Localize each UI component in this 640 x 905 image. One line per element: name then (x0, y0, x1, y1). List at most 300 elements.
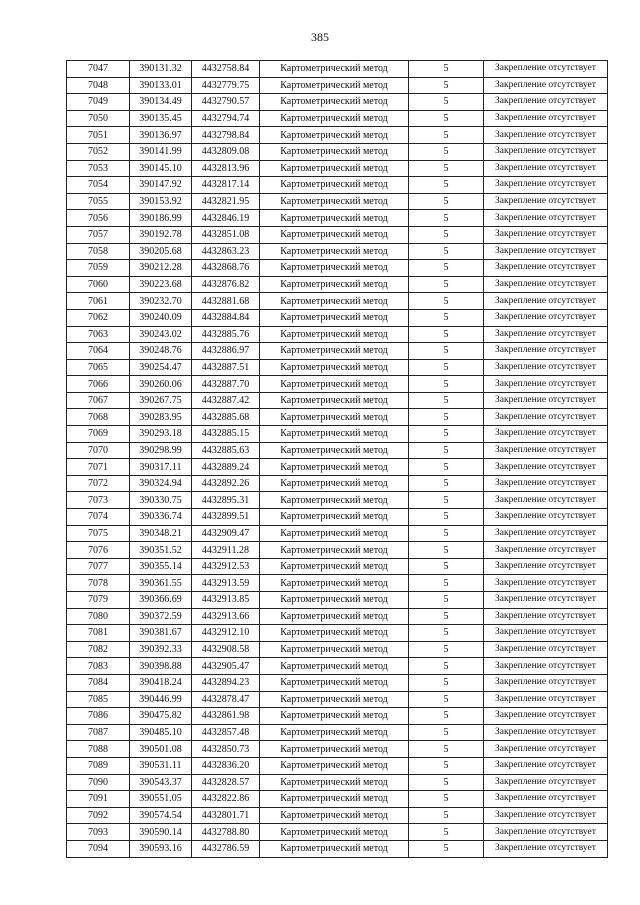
y-coordinate-cell: 4432801.71 (192, 807, 260, 824)
table-row (67, 757, 608, 774)
table-row (67, 359, 608, 376)
accuracy-cell: 5 (409, 492, 484, 509)
x-coordinate-cell: 390212.28 (130, 260, 192, 277)
y-coordinate-cell: 4432809.08 (192, 143, 260, 160)
point-number-cell: 7052 (67, 143, 130, 160)
point-number-cell: 7051 (67, 127, 130, 144)
x-coordinate-cell: 390351.52 (130, 542, 192, 559)
method-cell: Картометрический метод (260, 77, 409, 94)
method-cell: Картометрический метод (260, 127, 409, 144)
method-cell: Картометрический метод (260, 243, 409, 260)
method-cell: Картометрический метод (260, 442, 409, 459)
accuracy-cell: 5 (409, 558, 484, 575)
x-coordinate-cell: 390267.75 (130, 392, 192, 409)
table-row (67, 226, 608, 243)
accuracy-cell: 5 (409, 392, 484, 409)
point-number-cell: 7087 (67, 724, 130, 741)
fixing-cell: Закрепление отсутствует (484, 674, 608, 691)
accuracy-cell: 5 (409, 724, 484, 741)
table-row (67, 442, 608, 459)
table-row (67, 509, 608, 526)
method-cell: Картометрический метод (260, 641, 409, 658)
fixing-cell: Закрепление отсутствует (484, 442, 608, 459)
table-row (67, 608, 608, 625)
fixing-cell: Закрепление отсутствует (484, 708, 608, 725)
fixing-cell: Закрепление отсутствует (484, 840, 608, 857)
y-coordinate-cell: 4432908.58 (192, 641, 260, 658)
fixing-cell: Закрепление отсутствует (484, 824, 608, 841)
x-coordinate-cell: 390260.06 (130, 376, 192, 393)
fixing-cell: Закрепление отсутствует (484, 359, 608, 376)
method-cell: Картометрический метод (260, 160, 409, 177)
y-coordinate-cell: 4432887.42 (192, 392, 260, 409)
accuracy-cell: 5 (409, 575, 484, 592)
method-cell: Картометрический метод (260, 840, 409, 857)
point-number-cell: 7078 (67, 575, 130, 592)
x-coordinate-cell: 390485.10 (130, 724, 192, 741)
method-cell: Картометрический метод (260, 492, 409, 509)
point-number-cell: 7080 (67, 608, 130, 625)
x-coordinate-cell: 390283.95 (130, 409, 192, 426)
point-number-cell: 7047 (67, 61, 130, 78)
table-row (67, 110, 608, 127)
method-cell: Картометрический метод (260, 625, 409, 642)
accuracy-cell: 5 (409, 193, 484, 210)
method-cell: Картометрический метод (260, 774, 409, 791)
table-row (67, 459, 608, 476)
x-coordinate-cell: 390141.99 (130, 143, 192, 160)
accuracy-cell: 5 (409, 243, 484, 260)
accuracy-cell: 5 (409, 625, 484, 642)
accuracy-cell: 5 (409, 293, 484, 310)
accuracy-cell: 5 (409, 226, 484, 243)
x-coordinate-cell: 390590.14 (130, 824, 192, 841)
table-row (67, 326, 608, 343)
y-coordinate-cell: 4432912.53 (192, 558, 260, 575)
x-coordinate-cell: 390298.99 (130, 442, 192, 459)
method-cell: Картометрический метод (260, 741, 409, 758)
method-cell: Картометрический метод (260, 226, 409, 243)
accuracy-cell: 5 (409, 426, 484, 443)
method-cell: Картометрический метод (260, 525, 409, 542)
fixing-cell: Закрепление отсутствует (484, 426, 608, 443)
x-coordinate-cell: 390475.82 (130, 708, 192, 725)
table-row (67, 791, 608, 808)
point-number-cell: 7074 (67, 509, 130, 526)
table-row (67, 409, 608, 426)
table-row (67, 674, 608, 691)
fixing-cell: Закрепление отсутствует (484, 774, 608, 791)
accuracy-cell: 5 (409, 260, 484, 277)
method-cell: Картометрический метод (260, 807, 409, 824)
accuracy-cell: 5 (409, 608, 484, 625)
y-coordinate-cell: 4432899.51 (192, 509, 260, 526)
point-number-cell: 7073 (67, 492, 130, 509)
point-number-cell: 7066 (67, 376, 130, 393)
accuracy-cell: 5 (409, 542, 484, 559)
y-coordinate-cell: 4432887.70 (192, 376, 260, 393)
table-row (67, 708, 608, 725)
x-coordinate-cell: 390317.11 (130, 459, 192, 476)
accuracy-cell: 5 (409, 840, 484, 857)
y-coordinate-cell: 4432889.24 (192, 459, 260, 476)
table-row (67, 426, 608, 443)
point-number-cell: 7058 (67, 243, 130, 260)
x-coordinate-cell: 390366.69 (130, 592, 192, 609)
fixing-cell: Закрепление отсутствует (484, 558, 608, 575)
y-coordinate-cell: 4432905.47 (192, 658, 260, 675)
x-coordinate-cell: 390133.01 (130, 77, 192, 94)
table-row (67, 376, 608, 393)
point-number-cell: 7091 (67, 791, 130, 808)
method-cell: Картометрический метод (260, 509, 409, 526)
accuracy-cell: 5 (409, 326, 484, 343)
fixing-cell: Закрепление отсутствует (484, 625, 608, 642)
point-number-cell: 7077 (67, 558, 130, 575)
y-coordinate-cell: 4432885.15 (192, 426, 260, 443)
method-cell: Картометрический метод (260, 791, 409, 808)
fixing-cell: Закрепление отсутствует (484, 94, 608, 111)
method-cell: Картометрический метод (260, 592, 409, 609)
fixing-cell: Закрепление отсутствует (484, 343, 608, 360)
table-row (67, 77, 608, 94)
method-cell: Картометрический метод (260, 276, 409, 293)
fixing-cell: Закрепление отсутствует (484, 77, 608, 94)
x-coordinate-cell: 390348.21 (130, 525, 192, 542)
y-coordinate-cell: 4432861.98 (192, 708, 260, 725)
y-coordinate-cell: 4432836.20 (192, 757, 260, 774)
x-coordinate-cell: 390136.97 (130, 127, 192, 144)
method-cell: Картометрический метод (260, 309, 409, 326)
accuracy-cell: 5 (409, 343, 484, 360)
point-number-cell: 7057 (67, 226, 130, 243)
accuracy-cell: 5 (409, 309, 484, 326)
point-number-cell: 7059 (67, 260, 130, 277)
accuracy-cell: 5 (409, 160, 484, 177)
table-row (67, 625, 608, 642)
point-number-cell: 7069 (67, 426, 130, 443)
x-coordinate-cell: 390205.68 (130, 243, 192, 260)
method-cell: Картометрический метод (260, 674, 409, 691)
method-cell: Картометрический метод (260, 608, 409, 625)
y-coordinate-cell: 4432817.14 (192, 177, 260, 194)
accuracy-cell: 5 (409, 177, 484, 194)
table-row (67, 177, 608, 194)
point-number-cell: 7063 (67, 326, 130, 343)
table-row (67, 824, 608, 841)
x-coordinate-cell: 390336.74 (130, 509, 192, 526)
point-number-cell: 7048 (67, 77, 130, 94)
y-coordinate-cell: 4432884.84 (192, 309, 260, 326)
method-cell: Картометрический метод (260, 542, 409, 559)
point-number-cell: 7093 (67, 824, 130, 841)
y-coordinate-cell: 4432822.86 (192, 791, 260, 808)
y-coordinate-cell: 4432851.08 (192, 226, 260, 243)
accuracy-cell: 5 (409, 276, 484, 293)
fixing-cell: Закрепление отсутствует (484, 160, 608, 177)
accuracy-cell: 5 (409, 824, 484, 841)
table-row (67, 343, 608, 360)
accuracy-cell: 5 (409, 442, 484, 459)
x-coordinate-cell: 390135.45 (130, 110, 192, 127)
y-coordinate-cell: 4432786.59 (192, 840, 260, 857)
method-cell: Картометрический метод (260, 575, 409, 592)
x-coordinate-cell: 390131.32 (130, 61, 192, 78)
fixing-cell: Закрепление отсутствует (484, 741, 608, 758)
y-coordinate-cell: 4432758.84 (192, 61, 260, 78)
y-coordinate-cell: 4432894.23 (192, 674, 260, 691)
fixing-cell: Закрепление отсутствует (484, 293, 608, 310)
x-coordinate-cell: 390223.68 (130, 276, 192, 293)
point-number-cell: 7054 (67, 177, 130, 194)
y-coordinate-cell: 4432887.51 (192, 359, 260, 376)
accuracy-cell: 5 (409, 757, 484, 774)
point-number-cell: 7088 (67, 741, 130, 758)
x-coordinate-cell: 390324.94 (130, 475, 192, 492)
accuracy-cell: 5 (409, 641, 484, 658)
fixing-cell: Закрепление отсутствует (484, 509, 608, 526)
x-coordinate-cell: 390531.11 (130, 757, 192, 774)
point-number-cell: 7070 (67, 442, 130, 459)
y-coordinate-cell: 4432892.26 (192, 475, 260, 492)
fixing-cell: Закрепление отсутствует (484, 542, 608, 559)
table-row (67, 61, 608, 78)
table-row (67, 525, 608, 542)
table-row (67, 193, 608, 210)
fixing-cell: Закрепление отсутствует (484, 757, 608, 774)
point-number-cell: 7049 (67, 94, 130, 111)
fixing-cell: Закрепление отсутствует (484, 724, 608, 741)
fixing-cell: Закрепление отсутствует (484, 276, 608, 293)
table-row (67, 542, 608, 559)
point-number-cell: 7061 (67, 293, 130, 310)
fixing-cell: Закрепление отсутствует (484, 608, 608, 625)
y-coordinate-cell: 4432788.80 (192, 824, 260, 841)
method-cell: Картометрический метод (260, 293, 409, 310)
x-coordinate-cell: 390574.54 (130, 807, 192, 824)
table-body (67, 61, 608, 858)
x-coordinate-cell: 390232.70 (130, 293, 192, 310)
table-row (67, 293, 608, 310)
point-number-cell: 7090 (67, 774, 130, 791)
accuracy-cell: 5 (409, 359, 484, 376)
table-row (67, 741, 608, 758)
x-coordinate-cell: 390254.47 (130, 359, 192, 376)
fixing-cell: Закрепление отсутствует (484, 210, 608, 227)
method-cell: Картометрический метод (260, 824, 409, 841)
point-number-cell: 7068 (67, 409, 130, 426)
method-cell: Картометрический метод (260, 392, 409, 409)
fixing-cell: Закрепление отсутствует (484, 475, 608, 492)
y-coordinate-cell: 4432895.31 (192, 492, 260, 509)
table-row (67, 575, 608, 592)
y-coordinate-cell: 4432857.48 (192, 724, 260, 741)
y-coordinate-cell: 4432913.66 (192, 608, 260, 625)
method-cell: Картометрический метод (260, 475, 409, 492)
point-number-cell: 7092 (67, 807, 130, 824)
method-cell: Картометрический метод (260, 691, 409, 708)
point-number-cell: 7082 (67, 641, 130, 658)
method-cell: Картометрический метод (260, 409, 409, 426)
y-coordinate-cell: 4432779.75 (192, 77, 260, 94)
accuracy-cell: 5 (409, 127, 484, 144)
table-row (67, 475, 608, 492)
y-coordinate-cell: 4432881.68 (192, 293, 260, 310)
y-coordinate-cell: 4432913.85 (192, 592, 260, 609)
page-number: 385 (311, 30, 329, 44)
table-row (67, 94, 608, 111)
fixing-cell: Закрепление отсутствует (484, 658, 608, 675)
x-coordinate-cell: 390551.05 (130, 791, 192, 808)
y-coordinate-cell: 4432911.28 (192, 542, 260, 559)
table-row (67, 127, 608, 144)
table-row (67, 276, 608, 293)
fixing-cell: Закрепление отсутствует (484, 326, 608, 343)
accuracy-cell: 5 (409, 143, 484, 160)
fixing-cell: Закрепление отсутствует (484, 309, 608, 326)
point-number-cell: 7083 (67, 658, 130, 675)
accuracy-cell: 5 (409, 475, 484, 492)
accuracy-cell: 5 (409, 94, 484, 111)
point-number-cell: 7072 (67, 475, 130, 492)
fixing-cell: Закрепление отсутствует (484, 592, 608, 609)
x-coordinate-cell: 390134.49 (130, 94, 192, 111)
point-number-cell: 7050 (67, 110, 130, 127)
point-number-cell: 7064 (67, 343, 130, 360)
fixing-cell: Закрепление отсутствует (484, 807, 608, 824)
point-number-cell: 7076 (67, 542, 130, 559)
accuracy-cell: 5 (409, 110, 484, 127)
table-row (67, 774, 608, 791)
method-cell: Картометрический метод (260, 143, 409, 160)
point-number-cell: 7065 (67, 359, 130, 376)
fixing-cell: Закрепление отсутствует (484, 61, 608, 78)
method-cell: Картометрический метод (260, 708, 409, 725)
method-cell: Картометрический метод (260, 343, 409, 360)
table-row (67, 210, 608, 227)
point-number-cell: 7060 (67, 276, 130, 293)
table-row (67, 558, 608, 575)
point-number-cell: 7086 (67, 708, 130, 725)
fixing-cell: Закрепление отсутствует (484, 226, 608, 243)
table-row (67, 807, 608, 824)
method-cell: Картометрический метод (260, 260, 409, 277)
table-row (67, 143, 608, 160)
table-row (67, 160, 608, 177)
accuracy-cell: 5 (409, 674, 484, 691)
table-row (67, 658, 608, 675)
fixing-cell: Закрепление отсутствует (484, 791, 608, 808)
fixing-cell: Закрепление отсутствует (484, 409, 608, 426)
method-cell: Картометрический метод (260, 193, 409, 210)
fixing-cell: Закрепление отсутствует (484, 127, 608, 144)
fixing-cell: Закрепление отсутствует (484, 110, 608, 127)
x-coordinate-cell: 390240.09 (130, 309, 192, 326)
fixing-cell: Закрепление отсутствует (484, 525, 608, 542)
point-number-cell: 7055 (67, 193, 130, 210)
point-number-cell: 7062 (67, 309, 130, 326)
y-coordinate-cell: 4432813.96 (192, 160, 260, 177)
y-coordinate-cell: 4432885.63 (192, 442, 260, 459)
point-number-cell: 7094 (67, 840, 130, 857)
x-coordinate-cell: 390355.14 (130, 558, 192, 575)
x-coordinate-cell: 390593.16 (130, 840, 192, 857)
x-coordinate-cell: 390361.55 (130, 575, 192, 592)
point-number-cell: 7075 (67, 525, 130, 542)
table-row (67, 691, 608, 708)
fixing-cell: Закрепление отсутствует (484, 492, 608, 509)
table-row (67, 260, 608, 277)
x-coordinate-cell: 390501.08 (130, 741, 192, 758)
table-row (67, 592, 608, 609)
y-coordinate-cell: 4432909.47 (192, 525, 260, 542)
accuracy-cell: 5 (409, 525, 484, 542)
fixing-cell: Закрепление отсутствует (484, 243, 608, 260)
fixing-cell: Закрепление отсутствует (484, 193, 608, 210)
x-coordinate-cell: 390543.37 (130, 774, 192, 791)
accuracy-cell: 5 (409, 77, 484, 94)
x-coordinate-cell: 390147.92 (130, 177, 192, 194)
x-coordinate-cell: 390446.99 (130, 691, 192, 708)
x-coordinate-cell: 390392.33 (130, 641, 192, 658)
accuracy-cell: 5 (409, 774, 484, 791)
table-row (67, 243, 608, 260)
y-coordinate-cell: 4432913.59 (192, 575, 260, 592)
y-coordinate-cell: 4432863.23 (192, 243, 260, 260)
fixing-cell: Закрепление отсутствует (484, 260, 608, 277)
accuracy-cell: 5 (409, 376, 484, 393)
fixing-cell: Закрепление отсутствует (484, 459, 608, 476)
accuracy-cell: 5 (409, 509, 484, 526)
table-row (67, 724, 608, 741)
table-row (67, 309, 608, 326)
x-coordinate-cell: 390243.02 (130, 326, 192, 343)
x-coordinate-cell: 390145.10 (130, 160, 192, 177)
fixing-cell: Закрепление отсутствует (484, 143, 608, 160)
accuracy-cell: 5 (409, 791, 484, 808)
accuracy-cell: 5 (409, 592, 484, 609)
y-coordinate-cell: 4432878.47 (192, 691, 260, 708)
y-coordinate-cell: 4432821.95 (192, 193, 260, 210)
point-number-cell: 7089 (67, 757, 130, 774)
fixing-cell: Закрепление отсутствует (484, 641, 608, 658)
fixing-cell: Закрепление отсутствует (484, 691, 608, 708)
fixing-cell: Закрепление отсутствует (484, 376, 608, 393)
point-number-cell: 7079 (67, 592, 130, 609)
method-cell: Картометрический метод (260, 376, 409, 393)
accuracy-cell: 5 (409, 210, 484, 227)
accuracy-cell: 5 (409, 691, 484, 708)
y-coordinate-cell: 4432790.57 (192, 94, 260, 111)
point-number-cell: 7085 (67, 691, 130, 708)
method-cell: Картометрический метод (260, 459, 409, 476)
method-cell: Картометрический метод (260, 210, 409, 227)
y-coordinate-cell: 4432794.74 (192, 110, 260, 127)
table-row (67, 392, 608, 409)
fixing-cell: Закрепление отсутствует (484, 575, 608, 592)
method-cell: Картометрический метод (260, 326, 409, 343)
x-coordinate-cell: 390372.59 (130, 608, 192, 625)
accuracy-cell: 5 (409, 409, 484, 426)
method-cell: Картометрический метод (260, 359, 409, 376)
accuracy-cell: 5 (409, 459, 484, 476)
coordinates-table (66, 60, 608, 858)
point-number-cell: 7071 (67, 459, 130, 476)
method-cell: Картометрический метод (260, 177, 409, 194)
x-coordinate-cell: 390330.75 (130, 492, 192, 509)
method-cell: Картометрический метод (260, 724, 409, 741)
table-row (67, 492, 608, 509)
